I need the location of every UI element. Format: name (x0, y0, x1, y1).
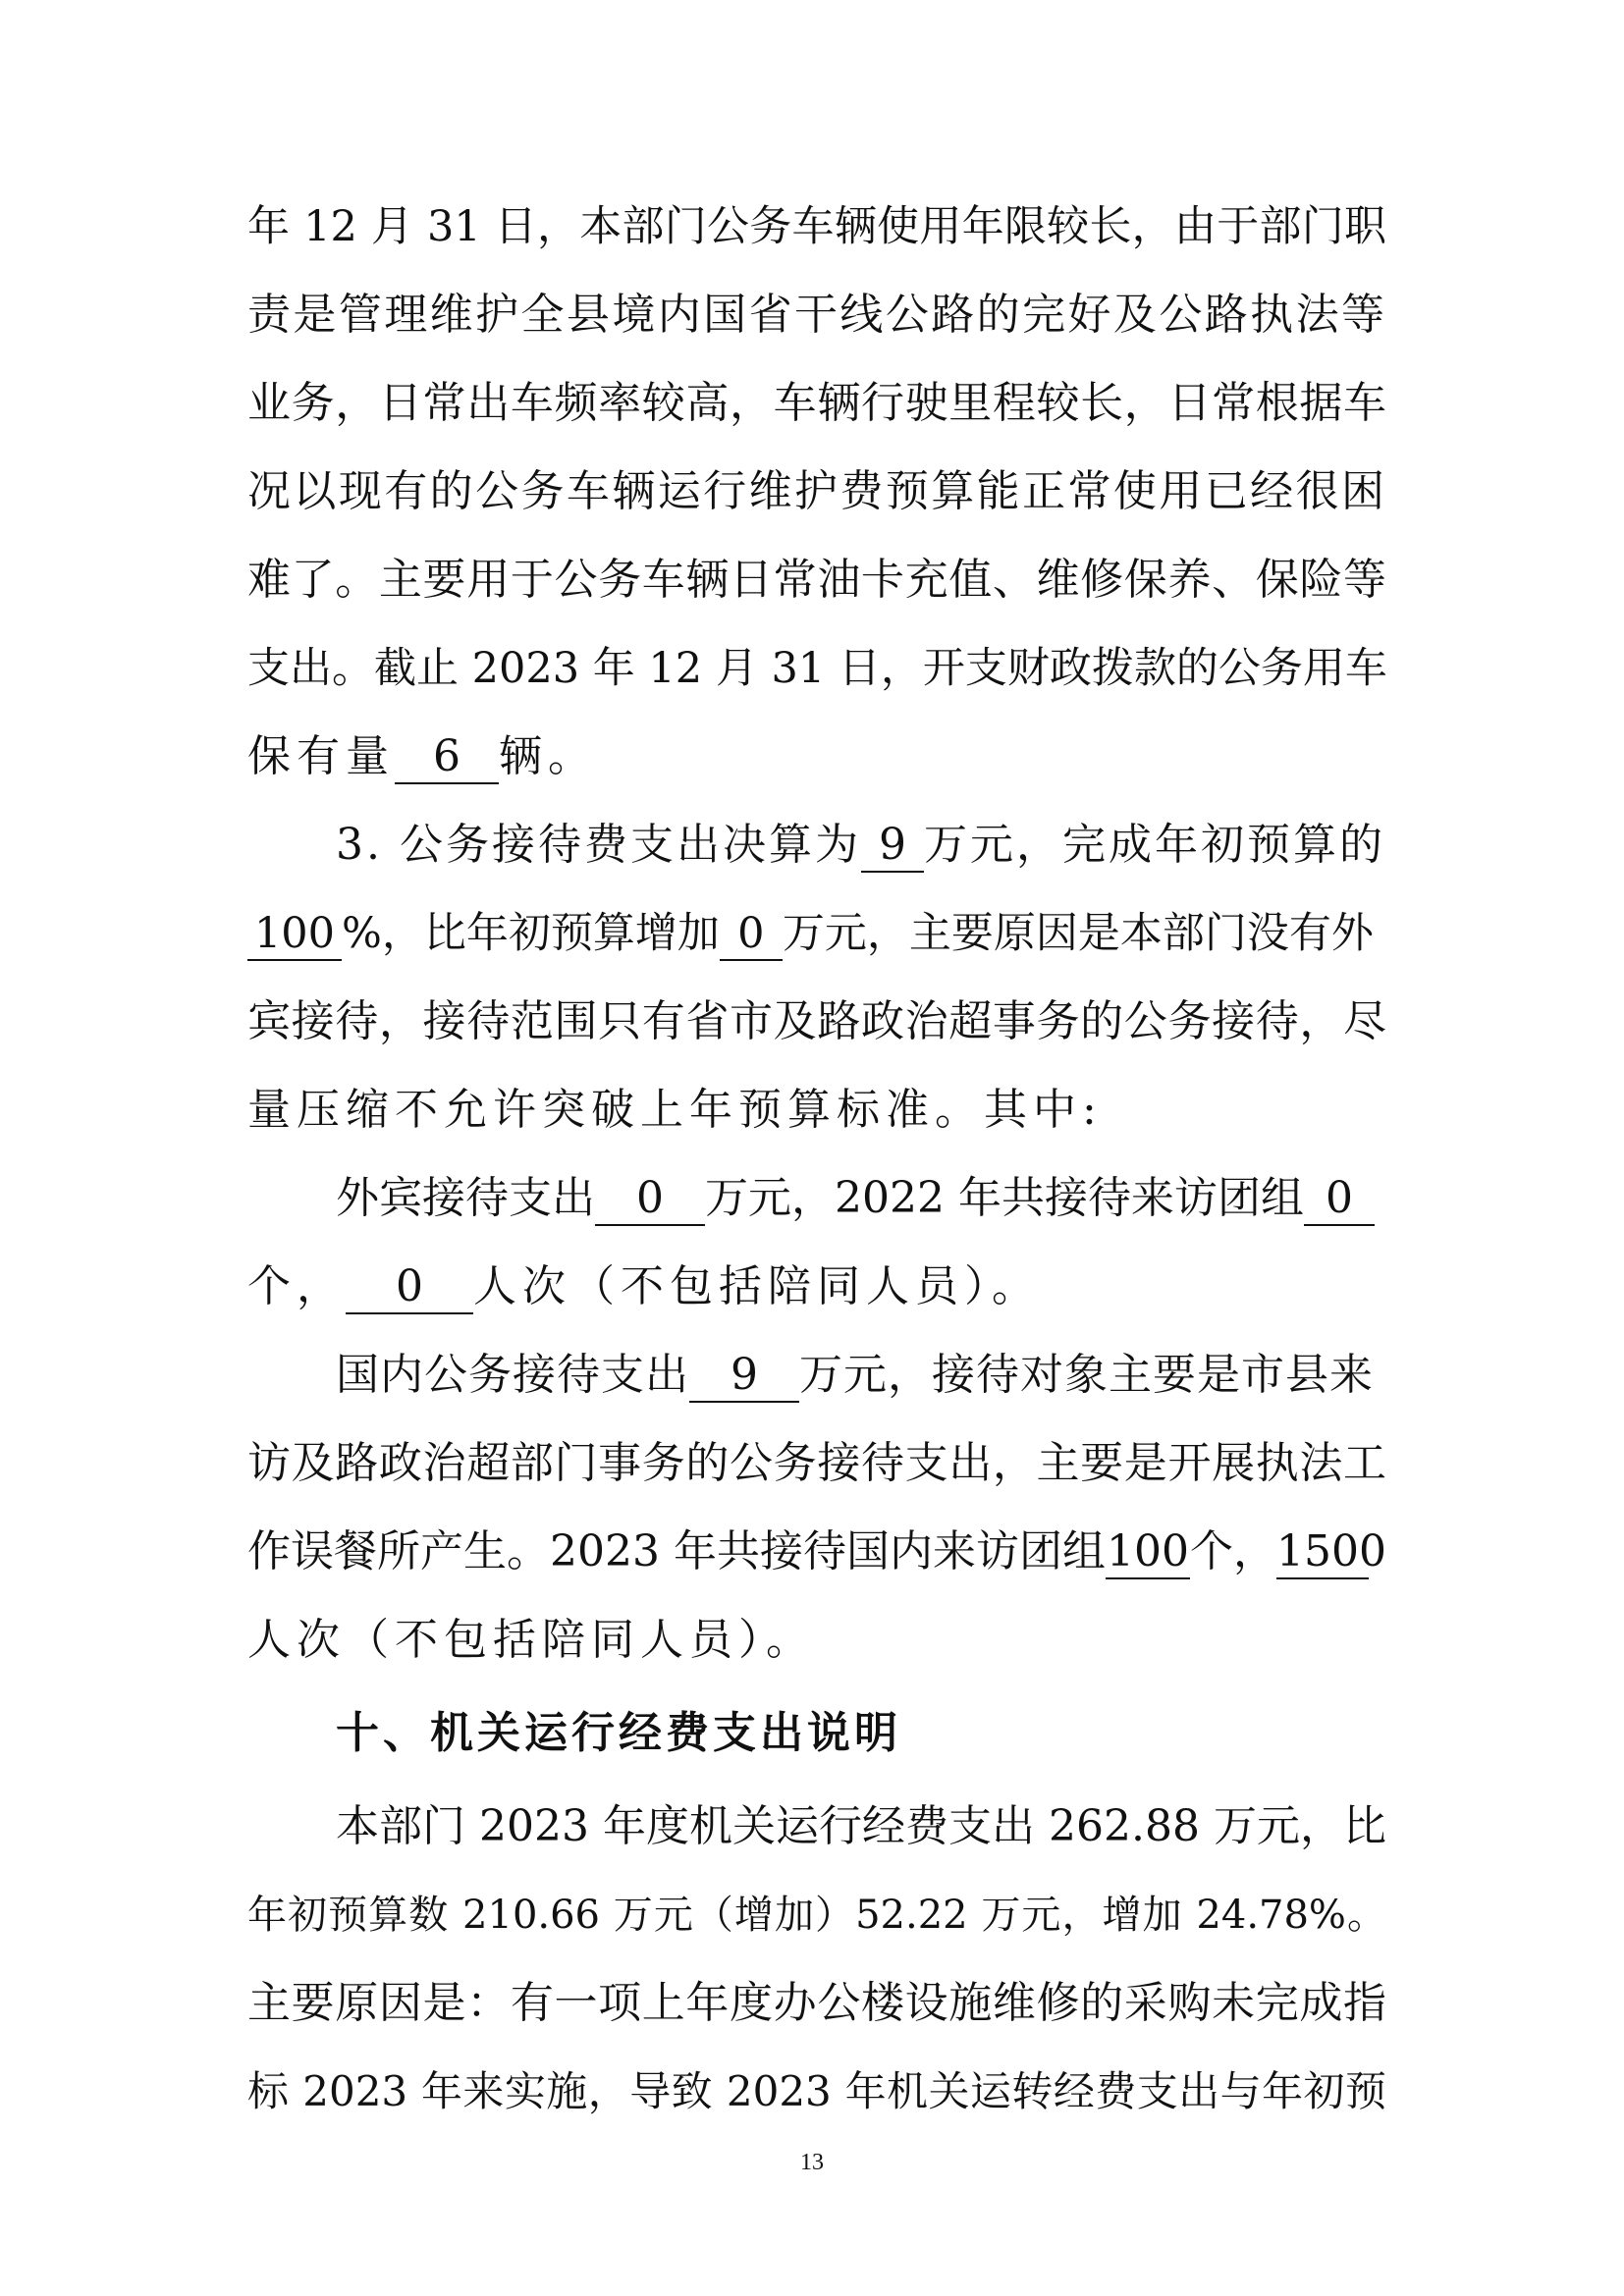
paragraph-line: 量压缩不允许突破上年预算标准。其中: (247, 1085, 1103, 1135)
text-fragment: 个， (1189, 1526, 1276, 1576)
paragraph-line: 况以现有的公务车辆运行维护费预算能正常使用已经很困 (247, 466, 1386, 516)
text-fragment: 万元，主要原因是本部门没有外 (782, 909, 1374, 958)
paragraph-line: 支出。截止 2023 年 12 月 31 日，开支财政拨款的公务用车 (247, 644, 1387, 693)
page-number: 13 (800, 2150, 824, 2175)
foreign-groups-value: 0 (1304, 1173, 1375, 1226)
paragraph-line-foreign (336, 1169, 1386, 1228)
paragraph-line: 业务，日常出车频率较高，车辆行驶里程较长，日常根据车 (247, 378, 1386, 428)
text-fragment: 外宾接待支出 (336, 1173, 595, 1223)
text-fragment: 万元，2022 年共接待来访团组 (705, 1173, 1304, 1223)
foreign-amount-value: 0 (595, 1173, 705, 1226)
reception-amount-value: 9 (861, 820, 924, 873)
domestic-persons-value: 1500 (1276, 1526, 1369, 1579)
paragraph-line: 访及路政治超部门事务的公务接待支出，主要是开展执法工 (247, 1438, 1386, 1488)
text-fragment: 万元，完成年初预算的 (923, 820, 1385, 870)
paragraph-line: 责是管理维护全县境内国省干线公路的完好及公路执法等 (247, 290, 1386, 340)
paragraph-line: 主要原因是：有一项上年度办公楼设施维修的采购未完成指 (247, 1978, 1386, 2028)
paragraph-line: 年初预算数 210.66 万元（增加）52.22 万元，增加 24.78%。 (247, 1893, 1386, 1938)
text-fragment: 万元，接待对象主要是市县来 (799, 1350, 1374, 1400)
text-fragment: %，比年初预算增加 (342, 909, 720, 958)
paragraph-line-domestic (336, 1346, 1386, 1405)
text-fragment: 人次（不包括陪同人员）。 (473, 1261, 1041, 1311)
paragraph-line: 年 12 月 31 日，本部门公务车辆使用年限较长，由于部门职 (247, 202, 1386, 251)
paragraph-line: 本部门 2023 年度机关运行经费支出 262.88 万元，比 (336, 1801, 1386, 1851)
paragraph-line: 宾接待，接待范围只有省市及路政治超事务的公务接待，尽 (247, 996, 1386, 1046)
domestic-groups-value: 100 (1106, 1526, 1190, 1579)
text-fragment: 个， (247, 1261, 346, 1311)
paragraph-line-vehicle-count (247, 727, 1386, 786)
text-fragment: 辆。 (499, 731, 597, 781)
paragraph-line: 标 2023 年来实施，导致 2023 年机关运转经费支出与年初预 (247, 2067, 1386, 2115)
text-fragment: 作误餐所产生。2023 年共接待国内来访团组 (247, 1526, 1106, 1576)
paragraph-line: 人次（不包括陪同人员）。 (247, 1615, 815, 1665)
text-fragment: 保有量 (247, 731, 395, 781)
vehicle-count-value: 6 (395, 731, 499, 784)
domestic-amount-value: 9 (689, 1350, 799, 1403)
paragraph-line-reception (247, 904, 1386, 963)
text-fragment: 3. 公务接待费支出决算为 (336, 820, 861, 870)
foreign-persons-value: 0 (346, 1261, 473, 1314)
reception-increase-value: 0 (720, 908, 783, 961)
section-heading: 十、机关运行经费支出说明 (336, 1708, 901, 1758)
paragraph-line-domestic (247, 1522, 1386, 1581)
paragraph-line-reception (336, 816, 1386, 875)
reception-percent-value: 100 (247, 908, 342, 961)
paragraph-line-foreign (247, 1257, 1386, 1316)
text-fragment: 国内公务接待支出 (336, 1350, 689, 1400)
paragraph-line: 难了。主要用于公务车辆日常油卡充值、维修保养、保险等 (247, 555, 1386, 605)
